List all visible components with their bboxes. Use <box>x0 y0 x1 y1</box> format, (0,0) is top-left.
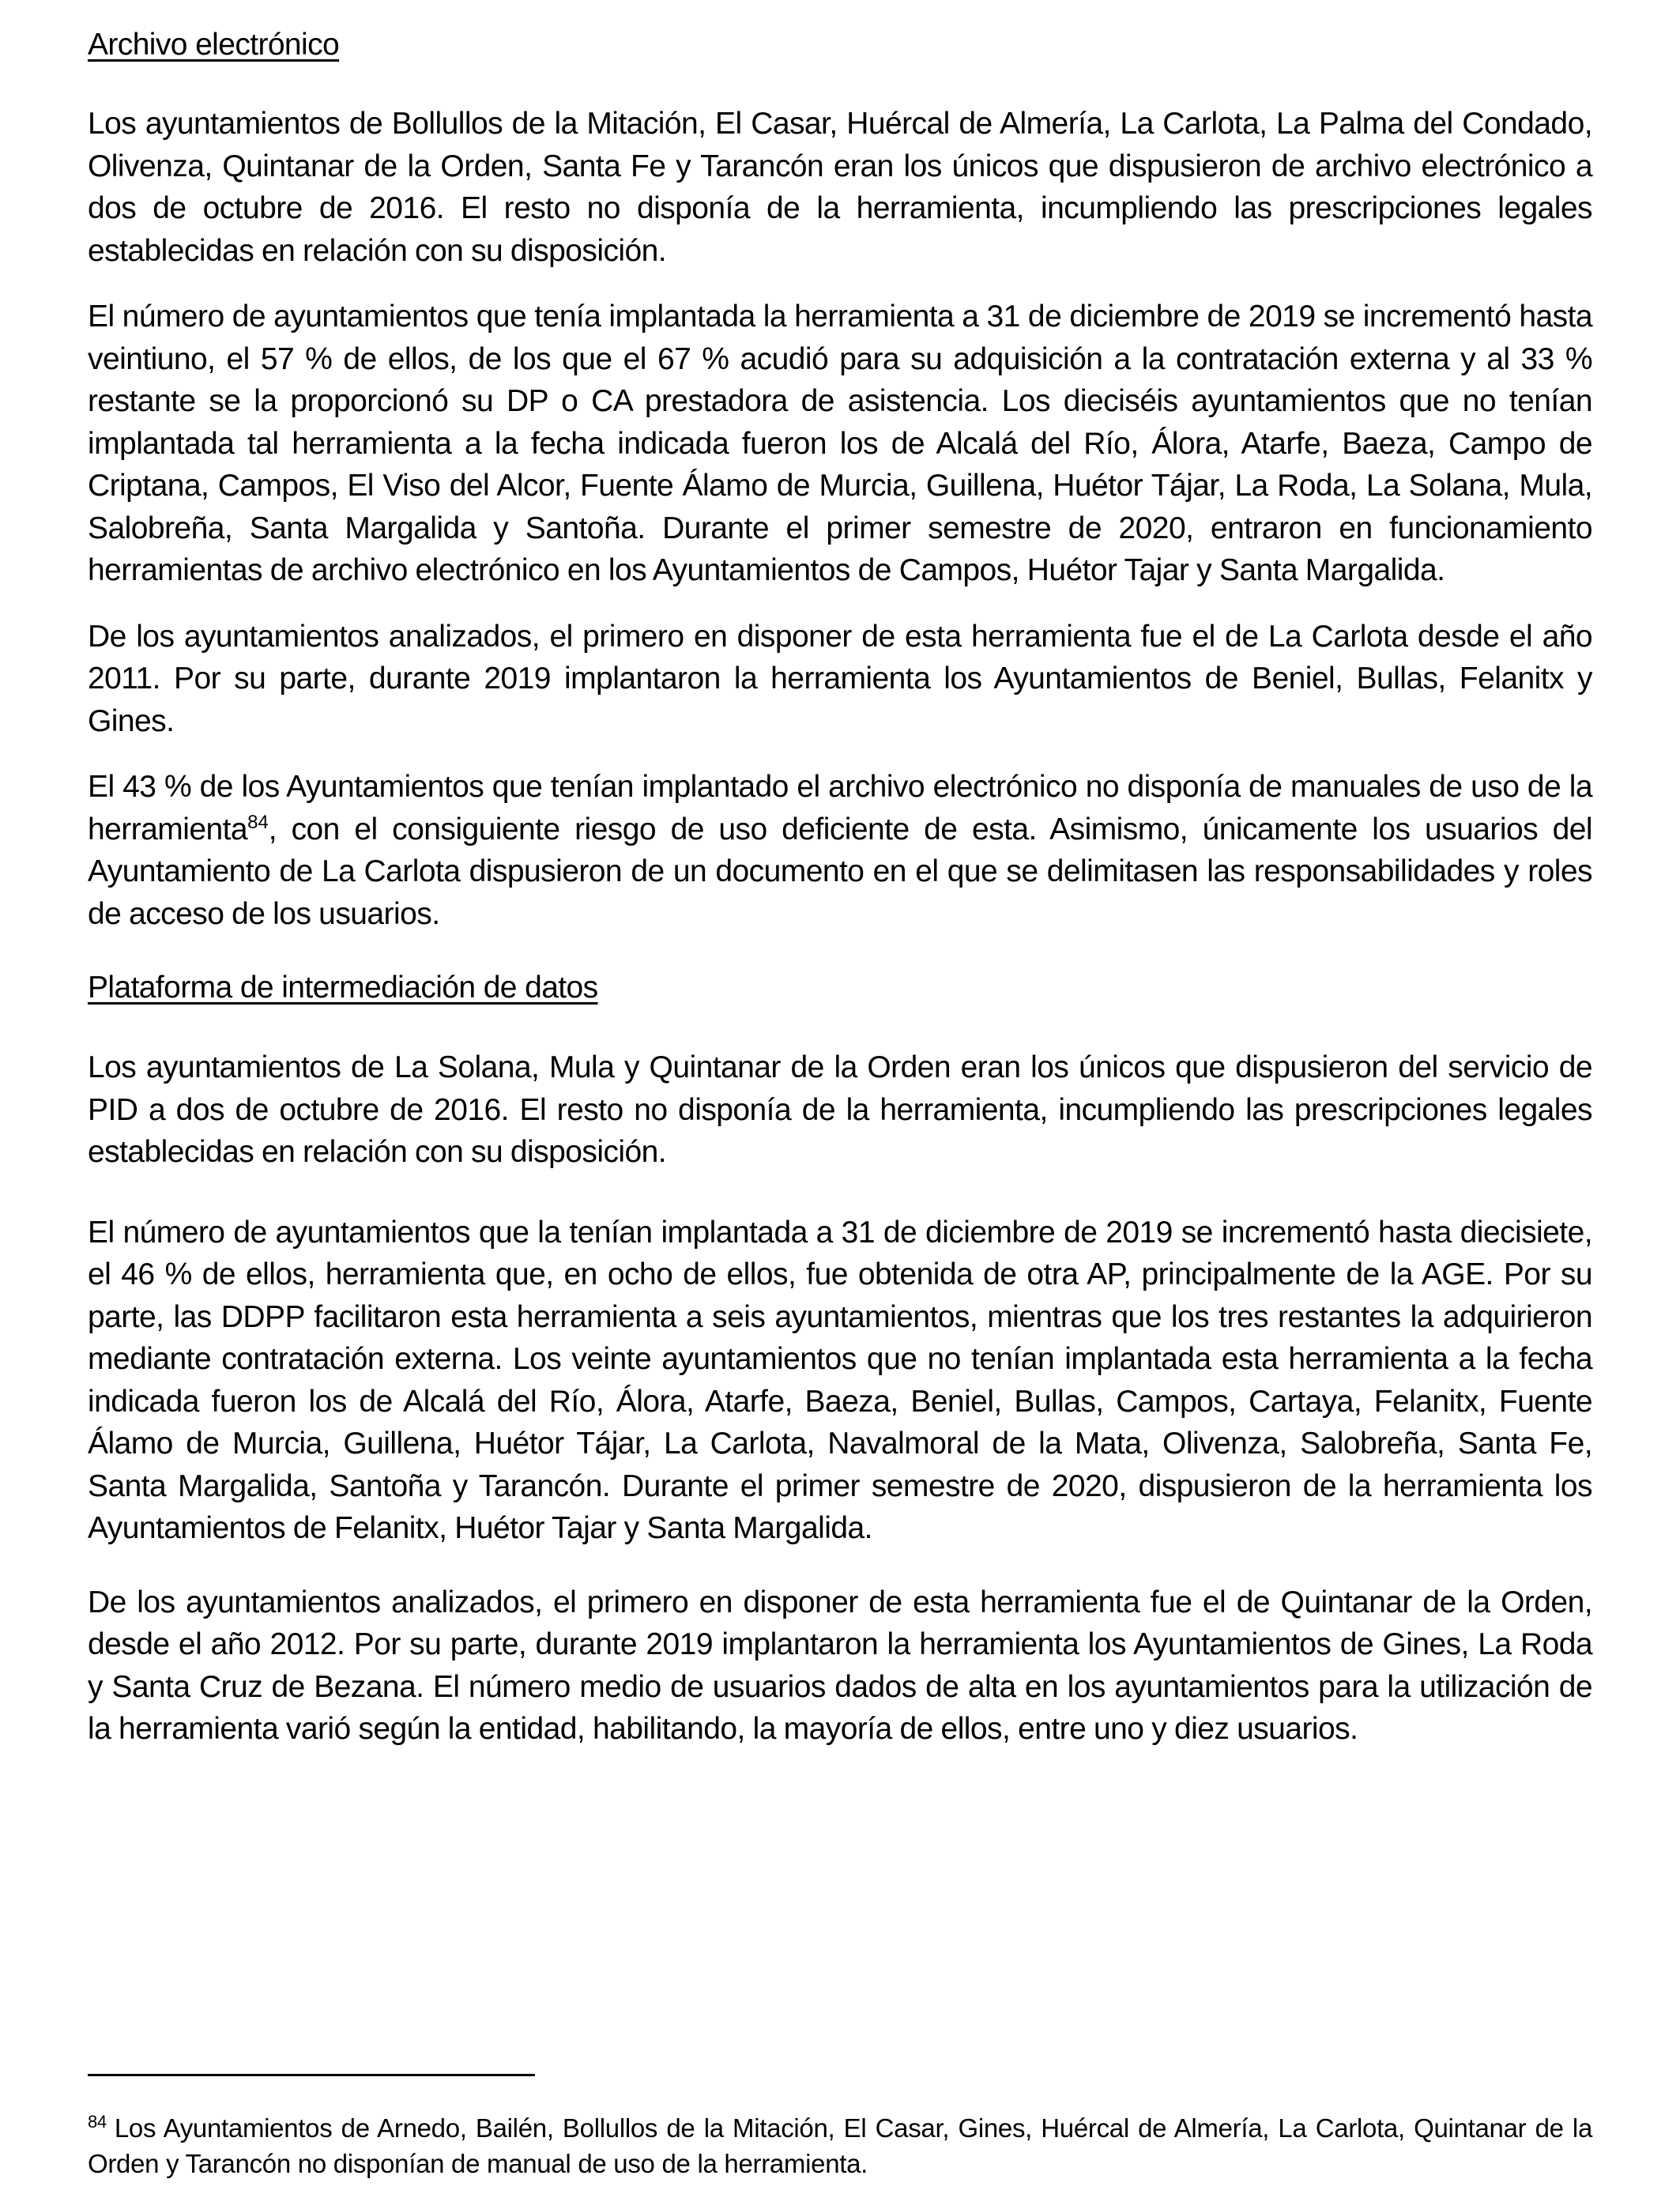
paragraph-text: El 43 % de los Ayuntamientos que tenían implantado el archivo electrónico no disponía de manuales de uso de la herramienta <box>88 770 1592 846</box>
document-page <box>88 24 1592 1751</box>
paragraph: El número de ayuntamientos que la tenían implantada a 31 de diciembre de 2019 se incrementó hasta diecisiete, el 46 % de ellos, herramienta que, en ocho de ellos, fue obtenida de otra AP, principalmente de la AGE. Por su parte, las DDPP facilitaron esta herramienta a seis ayuntamientos, mientras que los tres restantes la adquirieron mediante contratación externa. Los veinte ayuntamientos que no tenían implantada esta herramienta a la fecha indicada fueron los de Alcalá del Río, Álora, Atarfe, Baeza, Beniel, Bullas, Campos, Cartaya, Felanitx, Fuente Álamo de Murcia, Guillena, Huétor Tájar, La Carlota, Navalmoral de la Mata, Olivenza, Salobreña, Santa Fe, Santa Margalida, Santoña y Tarancón. Durante el primer semestre de 2020, dispusieron de la herramienta los Ayuntamientos de Felanitx, Huétor Tajar y Santa Margalida. <box>88 1215 1592 1545</box>
paragraph-with-footnote-ref <box>88 766 1592 935</box>
section-heading-archivo-electronico: Archivo electrónico <box>88 28 340 62</box>
paragraph: Los ayuntamientos de Bollullos de la Mitación, El Casar, Huércal de Almería, La Carlota, La Palma del Condado, Olivenza, Quintanar de la Orden, Santa Fe y Tarancón eran los únicos que dispusieron de archivo electrónico a dos de octubre de 2016. El resto no disponía de la herramienta, incumpliendo las prescripciones legales establecidas en relación con su disposición. <box>88 107 1592 268</box>
section-heading-plataforma-intermediacion: Plataforma de intermediación de datos <box>88 971 598 1005</box>
paragraph-text: , con el consiguiente riesgo de uso deficiente de esta. Asimismo, únicamente los usuarios del Ayuntamiento de La Carlota dispusieron de un documento en el que se delimitasen las responsabilidades y roles de acceso de los usuarios. <box>88 812 1592 931</box>
footnote-reference[interactable]: 84 <box>247 811 269 833</box>
paragraph: De los ayuntamientos analizados, el primero en disponer de esta herramienta fue el de Quintanar de la Orden, desde el año 2012. Por su parte, durante 2019 implantaron la herramienta los Ayuntamientos de Gines, La Roda y Santa Cruz de Bezana. El número medio de usuarios dados de alta en los ayuntamientos para la utilización de la herramienta varió según la entidad, habilitando, la mayoría de ellos, entre uno y diez usuarios. <box>88 1585 1592 1746</box>
footnote <box>88 2110 1592 2181</box>
footnote-text: Los Ayuntamientos de Arnedo, Bailén, Bollullos de la Mitación, El Casar, Gines, Huércal de Almería, La Carlota, Quintanar de la Orden y Tarancón no disponían de manual de uso de la herramienta. <box>88 2113 1592 2178</box>
footnote-separator <box>88 2074 535 2076</box>
footnote-number: 84 <box>88 2112 107 2132</box>
paragraph: El número de ayuntamientos que tenía implantada la herramienta a 31 de diciembre de 2019 se incrementó hasta veintiuno, el 57 % de ellos, de los que el 67 % acudió para su adquisición a la contratación externa y al 33 % restante se la proporcionó su DP o CA prestadora de asistencia. Los dieciséis ayuntamientos que no tenían implantada tal herramienta a la fecha indicada fueron los de Alcalá del Río, Álora, Atarfe, Baeza, Campo de Criptana, Campos, El Viso del Alcor, Fuente Álamo de Murcia, Guillena, Huétor Tájar, La Roda, La Solana, Mula, Salobreña, Santa Margalida y Santoña. Durante el primer semestre de 2020, entraron en funcionamiento herramientas de archivo electrónico en los Ayuntamientos de Campos, Huétor Tajar y Santa Margalida. <box>88 300 1592 587</box>
paragraph: De los ayuntamientos analizados, el primero en disponer de esta herramienta fue el de La Carlota desde el año 2011. Por su parte, durante 2019 implantaron la herramienta los Ayuntamientos de Beniel, Bullas, Felanitx y Gines. <box>88 619 1592 738</box>
paragraph: Los ayuntamientos de La Solana, Mula y Quintanar de la Orden eran los únicos que dispusieron del servicio de PID a dos de octubre de 2016. El resto no disponía de la herramienta, incumpliendo las prescripciones legales establecidas en relación con su disposición. <box>88 1050 1592 1169</box>
